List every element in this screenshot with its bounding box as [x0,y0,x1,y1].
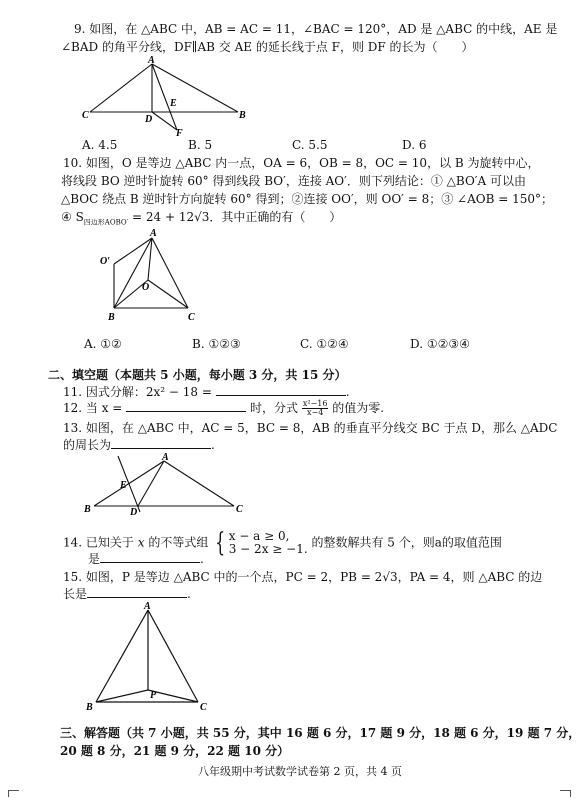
q14-system [229,530,308,556]
q15-line2 [63,587,191,601]
q13-label-e: E [120,480,127,491]
q10-label-op: O′ [100,256,111,267]
q15-text: 长是 [63,587,88,601]
q15-figure [84,602,214,712]
q15-label-p: P [150,690,157,701]
page-footer: 八年级期中考试数学试卷第 2 页，共 4 页 [198,765,402,778]
q9-label-a: A [148,55,155,66]
q9-label-e: E [170,98,177,109]
q9-line1: 9. 如图，在 △ABC 中，AB = AC = 11，∠BAC = 120°，AD 是 △ABC 的中线，AE 是 [74,22,558,36]
q12 [63,400,384,417]
section3-line2: 20 题 8 分，21 题 9 分，22 题 10 分） [60,744,290,758]
q9-choice-c: C. 5.5 [292,138,328,152]
q13-figure [80,452,250,518]
q9-line2: ∠BAD 的角平分线，DF∥AB 交 AE 的延长线于点 F，则 DF 的长为（ ） [61,40,474,54]
q10-area-subscript: 四边形AOBO′ [83,218,129,227]
q14-inequality-1: x − a ≥ 0, [228,529,290,543]
q14-period: . [200,552,204,566]
q15-period: . [187,587,191,601]
q9-choice-a: A. 4.5 [82,138,118,152]
q11-text: 11. 因式分解：2x² − 18 = [63,385,212,399]
q9-figure [82,55,248,139]
q10-choice-a: A. ①② [84,337,122,351]
q10-line4 [61,210,341,229]
q10-line3: △BOC 绕点 B 逆时针方向旋转 60° 得到；②连接 OO′，则 OO′ = 8；③ ∠AOB = 150°； [61,192,553,206]
q10-area-symbol: ④ S [61,210,84,224]
q14-inequality-2: 3 − 2x ≥ −1. [228,542,308,556]
q10-figure [100,228,220,328]
q12-text-b: 时，分式 [250,401,299,415]
q15-label-b: B [86,702,93,713]
q14-text-c: 的整数解共有 5 个，则a的取值范围 [311,535,502,550]
q13-label-a: A [162,452,169,463]
q13-answer-blank[interactable] [111,438,211,449]
corner-mark-bottom-left [8,790,19,797]
q14-answer-blank[interactable] [100,552,200,563]
corner-mark-bottom-right [560,790,571,797]
q12-answer-blank[interactable] [126,401,246,412]
q9-label-d: D [145,114,153,125]
q14-text-b: 的不等式组 [148,535,209,550]
q13-label-b: B [84,504,91,515]
section3-heading: 三、解答题（共 7 小题，共 55 分，其中 16 题 6 分，17 题 9 分，18 题 6 分，19 题 7 分， [60,726,580,740]
q15-answer-blank[interactable] [87,587,187,598]
q9-label-b: B [239,110,246,121]
q14-text-d: 是 [88,552,101,566]
q14-line1: 14. 已知关于 x 的不等式组 { x − a ≥ 0, 3 − 2x ≥ −1. 的整数解共有 5 个，则a的取值范围 [63,528,502,558]
q12-fraction-denominator: x−4 [307,408,324,417]
q11 [63,385,350,399]
q11-period: . [345,385,350,399]
q10-choice-b: B. ①②③ [192,337,241,351]
q9-label-c: C [82,110,89,121]
q10-choice-c: C. ①②④ [300,337,349,351]
q13-label-c: C [236,504,243,515]
section2-heading: 二、填空题（本题共 5 小题，每小题 3 分，共 15 分） [48,368,347,382]
q13-period: . [211,438,215,452]
q12-text-a: 12. 当 x = [63,401,123,415]
q10-label-o: O [142,282,150,293]
q10-line1: 10. 如图，O 是等边 △ABC 内一点，OA = 6，OB = 8，OC = 10，以 B 为旋转中心， [63,156,540,170]
q10-choice-d: D. ①②③④ [410,337,470,351]
q10-area-value: = 24 + 12√3．其中正确的有（ ） [128,210,342,224]
q9-choice-b: B. 5 [188,138,213,152]
q14-line2 [88,552,204,566]
q13-label-d: D [130,507,138,518]
q10-label-c: C [188,312,195,323]
q10-label-a: A [150,228,157,239]
q15-label-c: C [200,702,207,713]
q12-fraction [302,400,329,417]
q13-text: 的周长为 [63,438,112,452]
q9-choice-d: D. 6 [402,138,427,152]
q13-line1: 13. 如图，在 △ABC 中，AC = 5，BC = 8，AB 的垂直平分线交 BC 于点 D，那么 △ADC [63,421,558,435]
q11-answer-blank[interactable] [216,385,346,396]
q12-text-c: 的值为零. [332,401,385,415]
q12-fraction-numerator: x²−16 [302,399,328,408]
q15-label-a: A [144,601,151,612]
q9-label-f: F [176,128,183,139]
q15-line1: 15. 如图，P 是等边 △ABC 中的一个点，PC = 2，PB = 2√3，PA = 4，则 △ABC 的边 [63,570,543,584]
q14-text-a: 14. 已知关于 [63,535,134,550]
q13-line2 [63,438,215,452]
q10-line2: 将线段 BO 逆时针旋转 60° 得到线段 BO′，连接 AO′．则下列结论：① △BO′A 可以由 [61,174,526,188]
q10-label-b: B [108,312,115,323]
q14-brace: { [215,528,226,558]
